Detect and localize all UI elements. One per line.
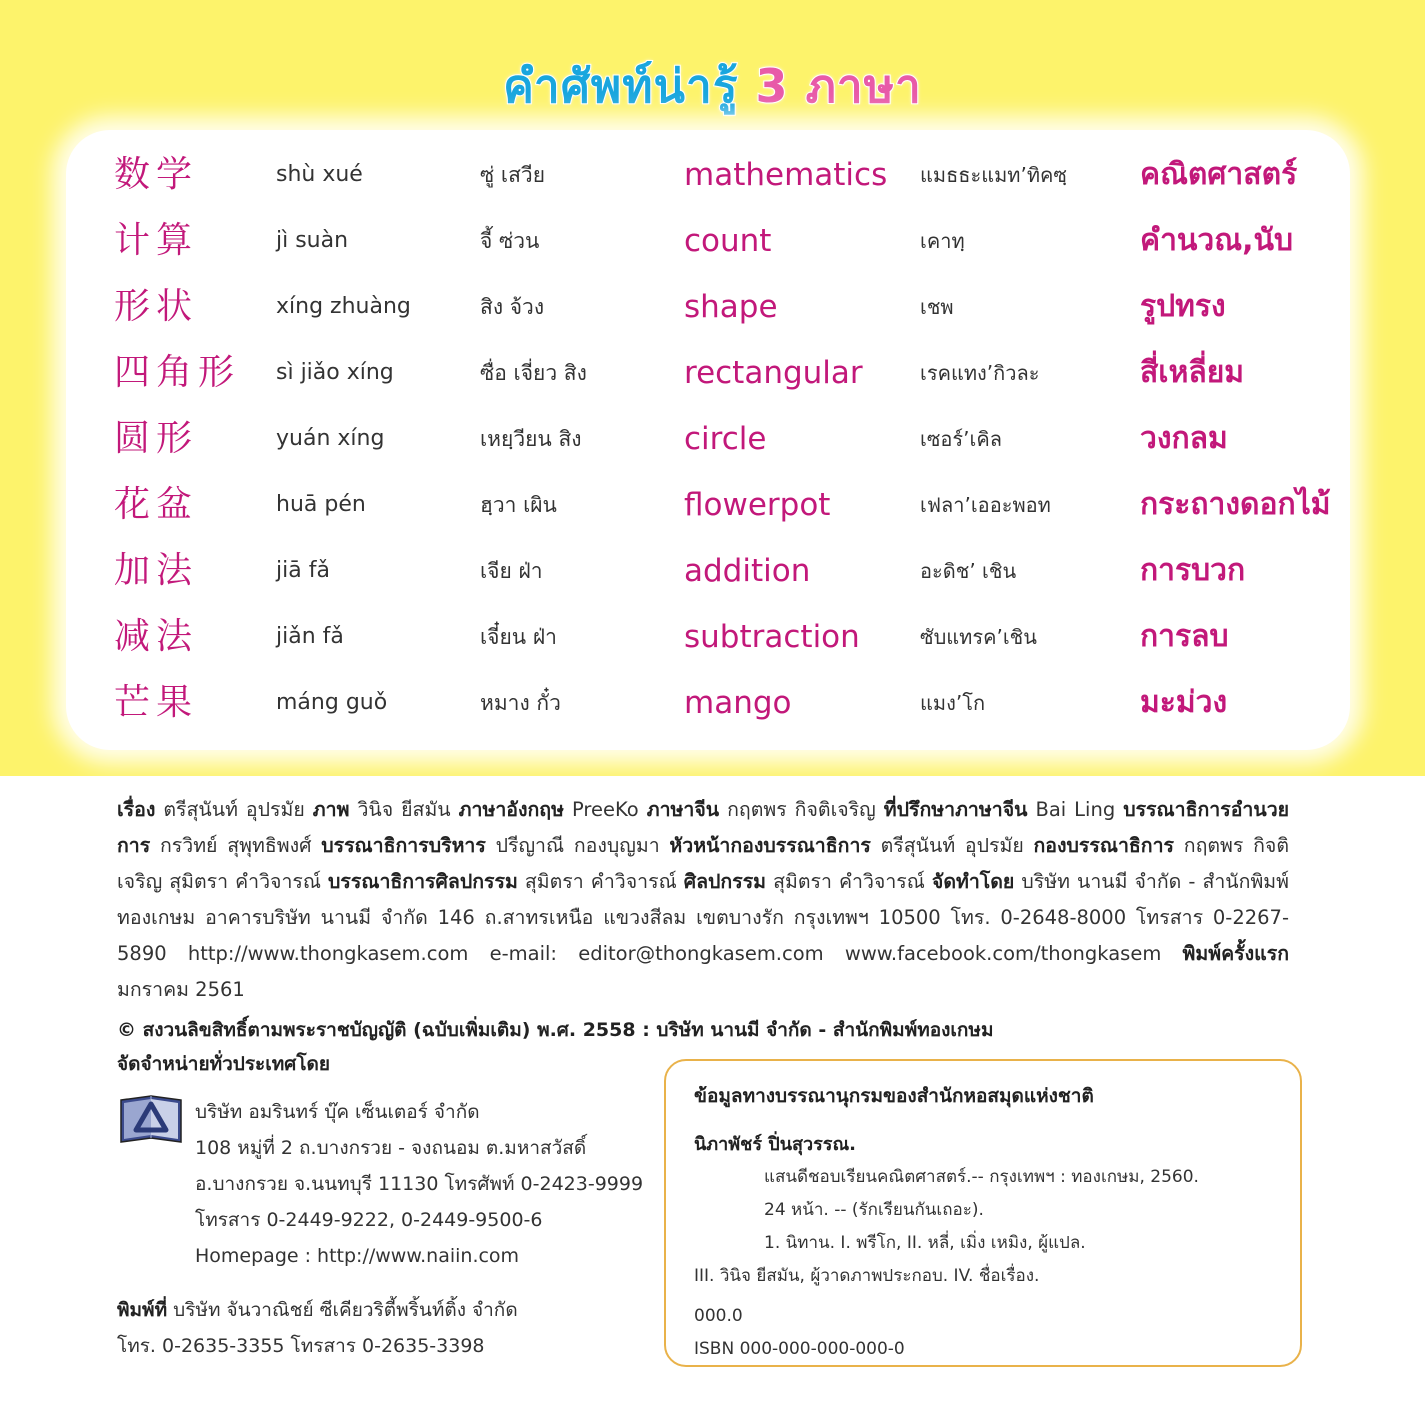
english-word: count bbox=[684, 223, 772, 259]
catalog-box bbox=[664, 1059, 1302, 1367]
pinyin: xíng zhuàng bbox=[276, 294, 411, 319]
chinese-word: 芒果 bbox=[114, 682, 199, 723]
value-exec-editor: กรวิทย์ สุพุทธิพงศ์ bbox=[159, 834, 312, 857]
naiin-logo-icon bbox=[118, 1094, 184, 1146]
label-art-editor: บรรณาธิการศิลปกรรม bbox=[328, 870, 518, 893]
vocab-row bbox=[66, 472, 1350, 538]
english-word: circle bbox=[684, 421, 767, 457]
chinese-thai-reading: ฮฺวา เผิน bbox=[480, 493, 557, 517]
pinyin: jì suàn bbox=[276, 228, 349, 253]
pinyin: shù xué bbox=[276, 162, 363, 187]
printer-info bbox=[117, 1292, 657, 1364]
catalog-heading: ข้อมูลทางบรรณานุกรมของสำนักหอสมุดแห่งชาติ bbox=[694, 1085, 1094, 1107]
chinese-thai-reading: เหยฺวียน สิง bbox=[480, 427, 582, 451]
distributor-homepage: Homepage : http://www.naiin.com bbox=[195, 1245, 520, 1267]
vocab-row bbox=[66, 274, 1350, 340]
catalog-isbn: ISBN 000-000-000-000-0 bbox=[694, 1339, 905, 1359]
pinyin: jiā fǎ bbox=[276, 558, 330, 583]
label-first-print: พิมพ์ครั้งแรก bbox=[1182, 942, 1289, 965]
chinese-thai-reading: ซื่อ เจี่ยว สิง bbox=[480, 361, 587, 385]
english-thai-reading: แมธธะแมท’ทิคซฺ bbox=[920, 163, 1067, 187]
chinese-word: 花盆 bbox=[114, 484, 199, 525]
pinyin: yuán xíng bbox=[276, 426, 385, 451]
english-word: rectangular bbox=[684, 355, 863, 391]
label-advisor: ที่ปรึกษาภาษาจีน bbox=[883, 798, 1028, 821]
value-editorial: กฤตพร กิจติเจริญ สุมิตรา คำวิจารณ์ bbox=[117, 834, 1289, 893]
thai-word: การลบ bbox=[1140, 619, 1229, 654]
value-art: สุมิตรา คำวิจารณ์ bbox=[773, 870, 925, 893]
printer-label: พิมพ์ที่ bbox=[117, 1299, 168, 1321]
thai-word: วงกลม bbox=[1140, 421, 1228, 456]
value-chinese: กฤตพร กิจติเจริญ bbox=[727, 798, 876, 821]
english-thai-reading: เชพ bbox=[920, 295, 954, 319]
vocab-row bbox=[66, 340, 1350, 406]
vocab-row bbox=[66, 670, 1350, 736]
chinese-thai-reading: ซู่ เสวีย bbox=[480, 163, 546, 187]
thai-word: สี่เหลี่ยม bbox=[1140, 355, 1245, 390]
printer-name: บริษัท จันวาณิชย์ ซีเคียวริตี้พริ้นท์ติ้ง จำกัด bbox=[173, 1299, 518, 1321]
label-picture: ภาพ bbox=[312, 798, 350, 821]
pinyin: máng guǒ bbox=[276, 690, 388, 715]
chinese-thai-reading: หมาง กั๋ว bbox=[480, 691, 561, 715]
vocab-row bbox=[66, 604, 1350, 670]
distribution-heading: จัดจำหน่ายทั่วประเทศโดย bbox=[117, 1053, 331, 1075]
catalog-author: นิภาพัชร์ ปิ่นสุวรรณ. bbox=[694, 1134, 856, 1155]
english-word: mathematics bbox=[684, 157, 888, 193]
thai-word: รูปทรง bbox=[1140, 289, 1226, 324]
chinese-word: 圆形 bbox=[114, 418, 199, 459]
english-thai-reading: ซับแทรค’เชิน bbox=[920, 625, 1037, 649]
page-title bbox=[0, 50, 1425, 123]
chinese-thai-reading: จี้ ซ่วน bbox=[480, 229, 540, 253]
thai-word: คณิตศาสตร์ bbox=[1140, 157, 1298, 192]
english-thai-reading: อะดิช’ เชิน bbox=[920, 559, 1017, 583]
label-admin-editor: บรรณาธิการบริหาร bbox=[321, 834, 486, 857]
english-thai-reading: เคาทฺ bbox=[920, 229, 965, 253]
distributor-name: บริษัท อมรินทร์ บุ๊ค เซ็นเตอร์ จำกัด bbox=[195, 1101, 480, 1123]
english-thai-reading: เซอร์’เคิล bbox=[920, 427, 1002, 451]
pinyin: jiǎn fǎ bbox=[276, 624, 344, 649]
vocabulary-card bbox=[66, 130, 1350, 750]
english-word: addition bbox=[684, 553, 811, 589]
english-word: mango bbox=[684, 685, 792, 721]
english-word: shape bbox=[684, 289, 778, 325]
title-part2: ภาษา bbox=[788, 59, 922, 113]
catalog-contributors-line: III. วินิจ ยีสมัน, ผู้วาดภาพประกอบ. IV. ชื่อเรื่อง. bbox=[694, 1266, 1040, 1286]
thai-word: มะม่วง bbox=[1140, 685, 1228, 720]
distributor-fax: โทรสาร 0-2449-9222, 0-2449-9500-6 bbox=[195, 1209, 543, 1231]
value-art-editor: สุมิตรา คำวิจารณ์ bbox=[524, 870, 677, 893]
english-thai-reading: แมง’โก bbox=[920, 691, 986, 715]
value-producer: บริษัท นานมี จำกัด - สำนักพิมพ์ทองเกษม อาคารบริษัท นานมี จำกัด 146 ถ.สาทรเหนือ แขวงสีลม เขตบางรัก กรุงเทพฯ 10500 โทร. 0-2648-8000 โทรสาร 0-2267-5890 http://www.thongkasem.com e-mail: editor@thongkasem.com www.facebook.com/thongkasem bbox=[117, 870, 1290, 965]
credits-block bbox=[117, 792, 1289, 1008]
vocab-row bbox=[66, 406, 1350, 472]
catalog-subject-line: 1. นิทาน. I. พรีโก, II. หลี่, เมิ่ง เหมิง, ผู้แปล. bbox=[764, 1233, 1086, 1253]
chinese-word: 形状 bbox=[114, 286, 199, 327]
catalog-pages-line: 24 หน้า. -- (รักเรียนกันเถอะ). bbox=[764, 1200, 984, 1220]
vocab-row bbox=[66, 208, 1350, 274]
label-chinese: ภาษาจีน bbox=[646, 798, 720, 821]
value-head-editor: ตรีสุนันท์ อุปรมัย bbox=[880, 834, 1024, 857]
title-number: 3 bbox=[755, 59, 789, 113]
vocab-row bbox=[66, 142, 1350, 208]
label-exec-editor: บรรณาธิการอำนวยการ bbox=[117, 798, 1290, 857]
chinese-thai-reading: เจี๋ยน ฝ่า bbox=[480, 625, 557, 649]
label-head-editor: หัวหน้ากองบรรณาธิการ bbox=[669, 834, 871, 857]
title-part1: คำศัพท์น่ารู้ bbox=[503, 59, 756, 113]
label-editorial: กองบรรณาธิการ bbox=[1033, 834, 1175, 857]
chinese-word: 计算 bbox=[114, 220, 199, 261]
value-advisor: Bai Ling bbox=[1035, 798, 1116, 821]
chinese-word: 数学 bbox=[114, 154, 199, 195]
label-art: ศิลปกรรม bbox=[683, 870, 767, 893]
value-english: PreeKo bbox=[571, 798, 639, 821]
catalog-title-line: แสนดีชอบเรียนคณิตศาสตร์.-- กรุงเทพฯ : ทองเกษม, 2560. bbox=[764, 1167, 1199, 1187]
chinese-word: 减法 bbox=[114, 616, 199, 657]
value-admin-editor: ปรีญาณี กองบุญมา bbox=[495, 834, 660, 857]
vocab-row bbox=[66, 538, 1350, 604]
chinese-thai-reading: สิง จ้วง bbox=[480, 295, 545, 319]
pinyin: sì jiǎo xíng bbox=[276, 360, 394, 385]
value-picture: วินิจ ยีสมัน bbox=[357, 798, 451, 821]
chinese-thai-reading: เจีย ฝ่า bbox=[480, 559, 543, 583]
distributor-info bbox=[195, 1094, 655, 1274]
label-english: ภาษาอังกฤษ bbox=[458, 798, 564, 821]
label-producer: จัดทำโดย bbox=[931, 870, 1015, 893]
english-thai-reading: เฟลา’เออะพอท bbox=[920, 493, 1051, 517]
value-first-print: มกราคม 2561 bbox=[117, 978, 245, 1001]
label-story: เรื่อง bbox=[117, 798, 156, 821]
value-story: ตรีสุนันท์ อุปรมัย bbox=[163, 798, 305, 821]
english-thai-reading: เรคแทง’กิวละ bbox=[920, 361, 1040, 385]
pinyin: huā pén bbox=[276, 492, 366, 517]
chinese-word: 四角形 bbox=[114, 352, 241, 393]
english-word: flowerpot bbox=[684, 487, 831, 523]
thai-word: การบวก bbox=[1140, 553, 1246, 588]
printer-phone: โทร. 0-2635-3355 โทรสาร 0-2635-3398 bbox=[117, 1335, 485, 1357]
copyright-notice: © สงวนลิขสิทธิ์ตามพระราชบัญญัติ (ฉบับเพิ่มเติม) พ.ศ. 2558 : บริษัท นานมี จำกัด - สำนักพิมพ์ทองเกษม bbox=[117, 1019, 994, 1041]
distributor-address-phone: อ.บางกรวย จ.นนทบุรี 11130 โทรศัพท์ 0-2423-9999 bbox=[195, 1173, 644, 1195]
chinese-word: 加法 bbox=[114, 550, 199, 591]
distributor-address: 108 หมู่ที่ 2 ถ.บางกรวย - จงถนอม ต.มหาสวัสดิ์ bbox=[195, 1137, 587, 1159]
thai-word: คำนวณ,นับ bbox=[1140, 223, 1294, 258]
thai-word: กระถางดอกไม้ bbox=[1140, 487, 1331, 522]
english-word: subtraction bbox=[684, 619, 860, 655]
catalog-classification: 000.0 bbox=[694, 1306, 743, 1326]
